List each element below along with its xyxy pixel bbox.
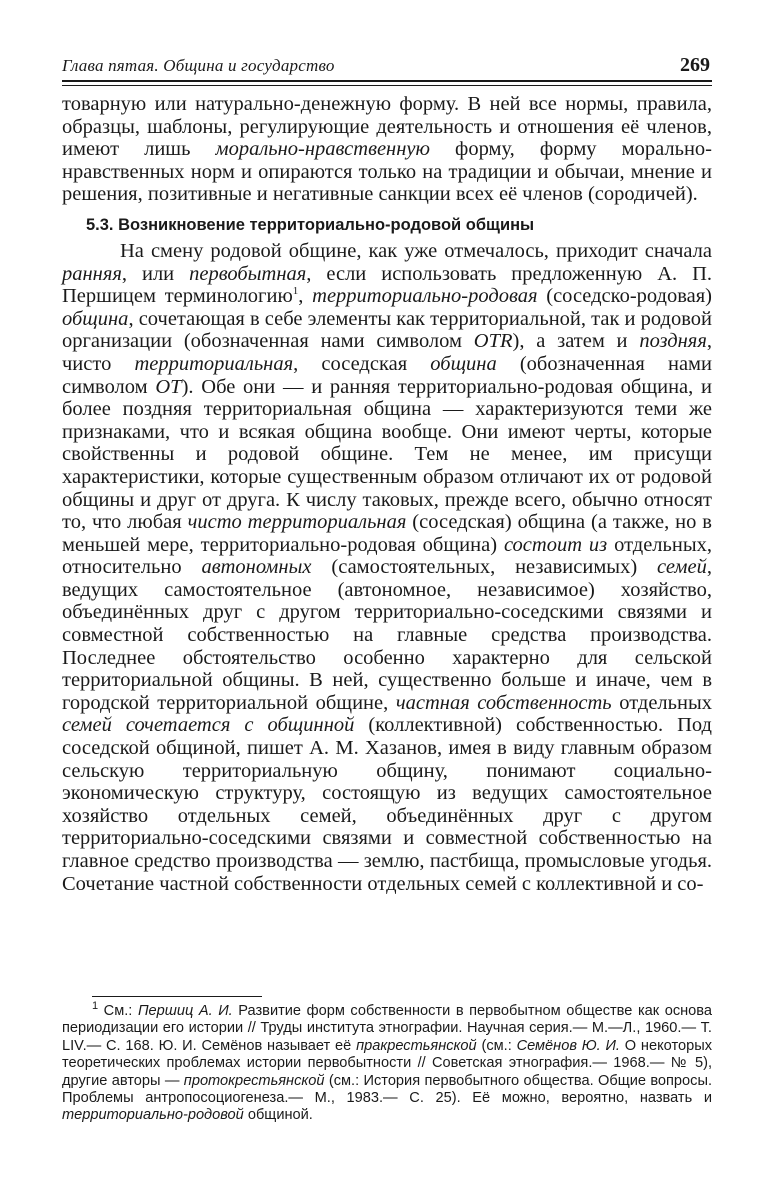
page-number: 269 (680, 54, 710, 76)
section-heading: 5.3. Возникновение территориально-родовой общины (86, 215, 535, 234)
footnote-rule (92, 996, 262, 997)
footnote-text: $^1$ См.: Першиц А. И. Развитие форм собственности в первобытном обществе как основа периодизации его истории // Труды института этнографии. Научная серия.— М.—Л., 1960.— Т. LIV.— С. 168. Ю. И. Семёнов называет её пракрестьянской (см.: Семёнов Ю. И. О некоторых теоретических проблемах истории первобытности // Советская этнография.— 1968.— № 5), другие авторы — протокрестьянской (см.: История первобытного общества. Общие вопросы. Проблемы антропосоциогенеза.— М., 1983.— С. 25). Её можно, вероятно, назвать и территориально-родовой общиной. (62, 1000, 713, 1124)
footnote-reference: 1 (292, 285, 299, 298)
paragraph-continuation: товарную или натурально-денежную форму. В ней все нормы, правила, образцы, шаблоны, регулирующие деятельность и отношения её членов, имеют лишь морально-нравственную форму, форму морально-нравственных норм и опираются только на традиции и обычаи, мнение и решения, позитивные и негативные санкции всех её членов (сородичей). (62, 93, 712, 206)
paragraph-main: На смену родовой общине, как уже отмечалось, приходит сначала ранняя, или первобытная, если использовать предложенную А. П. Першицем терминологию$^1$, территориально-родовая (соседско-родовая) община, сочетающая в себе элементы как территориальной, так и родовой организации (обозначенная нами символом OTR), а затем и поздняя, чисто территориальная, соседская община (обозначенная нами символом OT). Обе они — и ранняя территориально-родовая община, и более поздняя территориальная община — характеризуются теми же признаками, что и всякая община вообще. Они имеют черты, которые свойственны и родовой общине. Тем не менее, им присущи характеристики, которые существенным образом отличают их от родовой общины и друг от друга. К числу таковых, прежде всего, обычно относят то, что любая чисто территориальная (соседская) община (а также, но в меньшей мере, территориально-родовая община) состоит из отдельных, относительно автономных (самостоятельных, независимых) семей, ведущих самостоятельное (автономное, независимое) хозяйство, объединённых друг с другом территориально-соседскими связями и совместной собственностью на главные средства производства. Последнее обстоятельство особенно характерно для сельской территориальной общины. В ней, существенно больше и иначе, чем в городской территориальной общине, частная собственность отдельных семей сочетается с общинной (коллективной) собственностью. Под соседской общиной, пишет А. М. Хазанов, имея в виду главным образом сельскую территориальную общину, понимают социально-экономическую структуру, состоящую из ведущих самостоятельное хозяйство отдельных семей, объединённых друг с другом территориально-соседскими связями и совместной собственностью на главное средство производства — землю, пастбища, промысловые угодья. Сочетание частной собственности отдельных семей с коллективной и со- (62, 239, 713, 895)
page-header (62, 54, 712, 82)
footnote (62, 1000, 713, 1125)
header-rule (62, 80, 712, 82)
running-head: Глава пятая. Община и государство (62, 56, 335, 75)
header-rule-thin (62, 85, 712, 86)
main-text (62, 93, 712, 895)
footnote-mark: 1 (92, 1000, 99, 1013)
